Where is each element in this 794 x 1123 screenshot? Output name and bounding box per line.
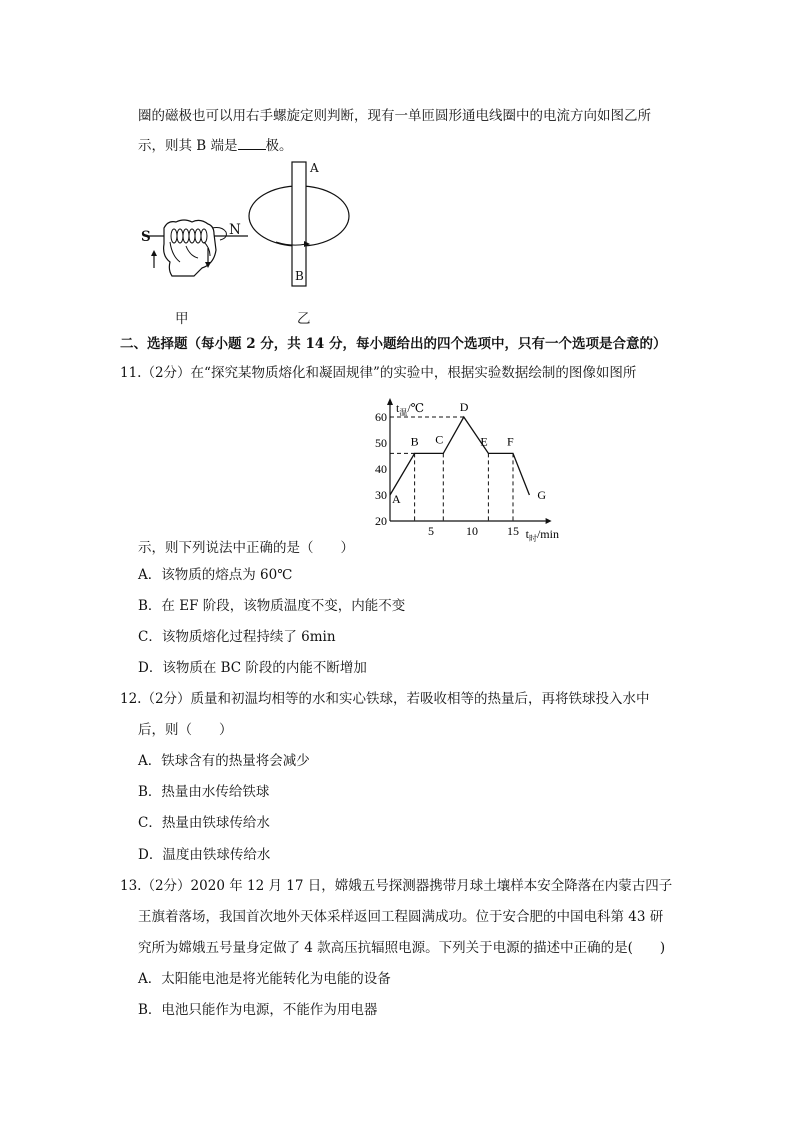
- section-heading: 二、选择题（每小题 2 分，共 14 分，每小题给出的四个选项中，只有一个选项是合意的）: [120, 336, 667, 352]
- q11-option-a[interactable]: A．该物质的熔点为 60℃: [138, 567, 293, 583]
- q13-stem-line3: 究所为嫦娥五号量身定做了 4 款高压抗辐照电源。下列关于电源的描述中正确的是( ): [138, 940, 666, 956]
- x-axis-title: $t_时/\min$: [525, 527, 559, 543]
- label-s-pole: S: [141, 229, 151, 245]
- y-tick-label: 30: [375, 488, 387, 502]
- q12-option-d[interactable]: D．温度由铁球传给水: [138, 847, 271, 863]
- x-axis-arrow: [546, 518, 552, 524]
- point-label-e: E: [480, 434, 488, 449]
- q13-stem-line2: 王旗着落场，我国首次地外天体采样返回工程圆满成功。位于安合肥的中国电科第 43 研: [138, 909, 664, 925]
- y-tick-label: 20: [375, 514, 387, 528]
- y-tick-label: 60: [375, 410, 387, 424]
- figure-yi-loop: [244, 158, 364, 290]
- point-label-d: D: [459, 400, 469, 414]
- point-label-g: G: [537, 488, 547, 502]
- label-b-end: B: [295, 269, 304, 283]
- y-axis-arrow: [387, 398, 393, 405]
- q11-option-b[interactable]: B．在 EF 阶段，该物质温度不变，内能不变: [138, 598, 406, 614]
- label-a-end: A: [310, 161, 319, 175]
- temperature-time-chart: [360, 395, 575, 545]
- point-label-b: B: [410, 434, 419, 449]
- label-n-pole: N: [229, 222, 241, 238]
- q13-option-b[interactable]: B．电池只能作为电源，不能作为用电器: [138, 1002, 378, 1018]
- q11-stem-line1: 11.（2分）在“探究某物质熔化和凝固规律”的实验中，根据实验数据绘制的图像如图所: [120, 365, 637, 381]
- q13-option-a[interactable]: A．太阳能电池是将光能转化为电能的设备: [138, 971, 391, 987]
- x-tick-label: 10: [466, 524, 478, 538]
- point-label-f: F: [507, 434, 514, 449]
- q12-stem-line1: 12.（2分）质量和初温均相等的水和实心铁球，若吸收相等的热量后，再将铁球投入水中: [120, 691, 650, 707]
- q10-text-post: 极。: [265, 138, 293, 154]
- q11-option-c[interactable]: C．该物质熔化过程持续了 6min: [138, 629, 336, 645]
- q10-text-line2: [138, 134, 293, 154]
- q11-option-d[interactable]: D．该物质在 BC 阶段的内能不断增加: [138, 660, 367, 676]
- q12-option-b[interactable]: B．热量由水传给铁球: [138, 784, 270, 800]
- q12-stem-line2: 后，则（ ）: [138, 722, 233, 738]
- temperature-curve: [390, 417, 529, 495]
- y-axis-title: $t_温/℃$: [396, 401, 425, 417]
- caption-yi: 乙: [297, 311, 311, 327]
- point-label-c: C: [435, 432, 444, 447]
- q10-text-pre: 示，则其 B 端是: [138, 138, 238, 154]
- y-tick-label: 50: [375, 436, 387, 450]
- x-tick-label: 5: [428, 524, 434, 538]
- answer-blank: [238, 137, 266, 150]
- x-tick-label: 15: [507, 524, 519, 538]
- caption-jia: 甲: [175, 311, 189, 327]
- y-tick-label: 40: [375, 462, 387, 476]
- q10-text-line1: 圈的磁极也可以用右手螺旋定则判断，现有一单匝圆形通电线圈中的电流方向如图乙所: [138, 108, 651, 124]
- q11-stem-line2: 示，则下列说法中正确的是（ ）: [138, 540, 354, 556]
- q13-stem-line1: 13.（2分）2020 年 12 月 17 日，嫦娥五号探测器携带月球土壤样本安全降落在内蒙古四子: [120, 878, 673, 894]
- point-label-a: A: [392, 492, 401, 506]
- q12-option-a[interactable]: A．铁球含有的热量将会减少: [138, 753, 310, 769]
- q12-option-c[interactable]: C．热量由铁球传给水: [138, 815, 270, 831]
